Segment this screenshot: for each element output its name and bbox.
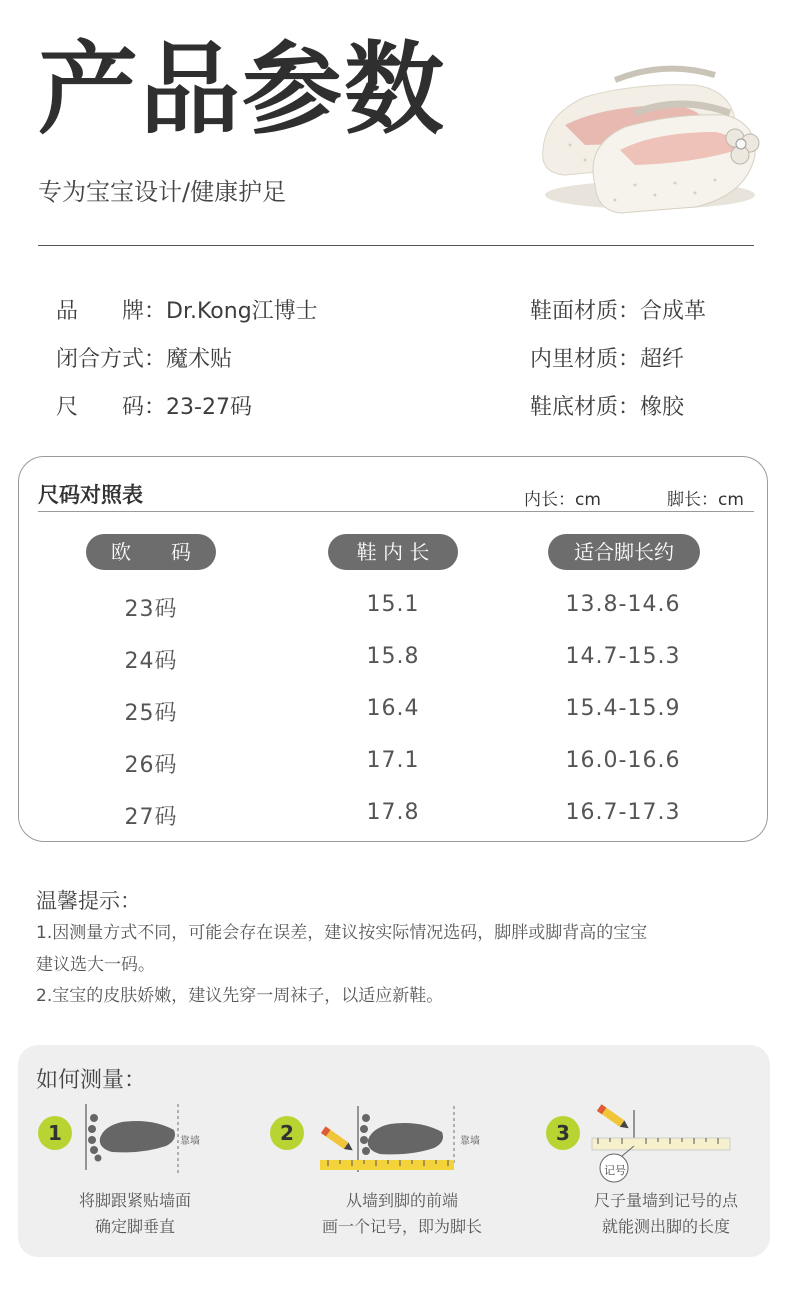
header-divider xyxy=(38,245,754,246)
size-chart-divider xyxy=(38,511,754,512)
step-3-caption-line-1: 尺子量墙到记号的点 xyxy=(593,1191,738,1210)
cell-foot: 13.8-14.6 xyxy=(565,592,681,617)
param-upper: 鞋面材质：合成革 xyxy=(530,299,707,324)
cell-foot: 16.7-17.3 xyxy=(565,800,681,825)
table-row xyxy=(18,588,768,640)
step-1-caption-line-1: 将脚跟紧贴墙面 xyxy=(78,1191,191,1210)
step-2-caption-line-2: 画一个记号，即为脚长 xyxy=(321,1217,482,1236)
cell-foot: 15.4-15.9 xyxy=(565,696,681,721)
table-row xyxy=(18,744,768,796)
wall-label: 靠墙 xyxy=(180,1136,200,1147)
table-row xyxy=(18,692,768,744)
cell-foot: 16.0-16.6 xyxy=(565,748,681,773)
step-3-badge: 3 xyxy=(546,1116,580,1150)
cell-inner: 16.4 xyxy=(366,696,420,721)
param-brand: 品 牌：Dr.Kong江博士 xyxy=(56,299,318,324)
page-subtitle: 专为宝宝设计/健康护足 xyxy=(38,178,287,206)
step-2-caption xyxy=(292,1188,512,1240)
mark-label: 记号 xyxy=(604,1164,626,1177)
step-1-badge: 1 xyxy=(38,1116,72,1150)
cell-size: 27码 xyxy=(124,805,178,830)
step-1-caption xyxy=(25,1188,245,1240)
step-3-caption-line-2: 就能测出脚的长度 xyxy=(601,1217,730,1236)
unit-inner-length: 内长：cm xyxy=(524,490,601,510)
page-title: 产品参数 xyxy=(38,31,446,148)
cell-size: 25码 xyxy=(124,701,178,726)
table-row xyxy=(18,796,768,848)
cell-inner: 17.8 xyxy=(366,800,420,825)
param-closure: 闭合方式：魔术贴 xyxy=(56,347,233,372)
cell-inner: 15.8 xyxy=(366,644,420,669)
tip-line-2: 2.宝宝的皮肤娇嫩，建议先穿一周袜子，以适应新鞋。 xyxy=(36,986,444,1006)
tip-line-1: 1.因测量方式不同，可能会存在误差，建议按实际情况选码，脚胖或脚背高的宝宝 xyxy=(36,923,648,943)
cell-size: 24码 xyxy=(124,649,178,674)
wall-label: 靠墙 xyxy=(460,1136,480,1147)
cell-size: 23码 xyxy=(124,597,178,622)
param-lining: 内里材质：超纤 xyxy=(530,347,685,372)
measure-title: 如何测量： xyxy=(36,1068,147,1093)
size-chart-title: 尺码对照表 xyxy=(38,483,143,507)
header-eu-size: 欧 码 xyxy=(86,534,216,570)
step-2-badge: 2 xyxy=(270,1116,304,1150)
tips-title: 温馨提示： xyxy=(36,889,141,913)
param-size: 尺 码：23-27码 xyxy=(56,395,252,420)
unit-foot-length: 脚长：cm xyxy=(667,490,744,510)
tip-line-1b: 建议选大一码。 xyxy=(36,955,155,975)
header-inner-length: 鞋 内 长 xyxy=(328,534,458,570)
step-3-caption xyxy=(556,1188,776,1240)
cell-foot: 14.7-15.3 xyxy=(565,644,681,669)
cell-inner: 17.1 xyxy=(366,748,420,773)
header-foot-length: 适合脚长约 xyxy=(548,534,700,570)
step-1-caption-line-2: 确定脚垂直 xyxy=(94,1217,175,1236)
table-row xyxy=(18,640,768,692)
size-table xyxy=(18,588,768,848)
cell-size: 26码 xyxy=(124,753,178,778)
cell-inner: 15.1 xyxy=(366,592,420,617)
shoe-image xyxy=(525,35,765,220)
step-2-caption-line-1: 从墙到脚的前端 xyxy=(345,1191,458,1210)
param-sole: 鞋底材质：橡胶 xyxy=(530,395,685,420)
